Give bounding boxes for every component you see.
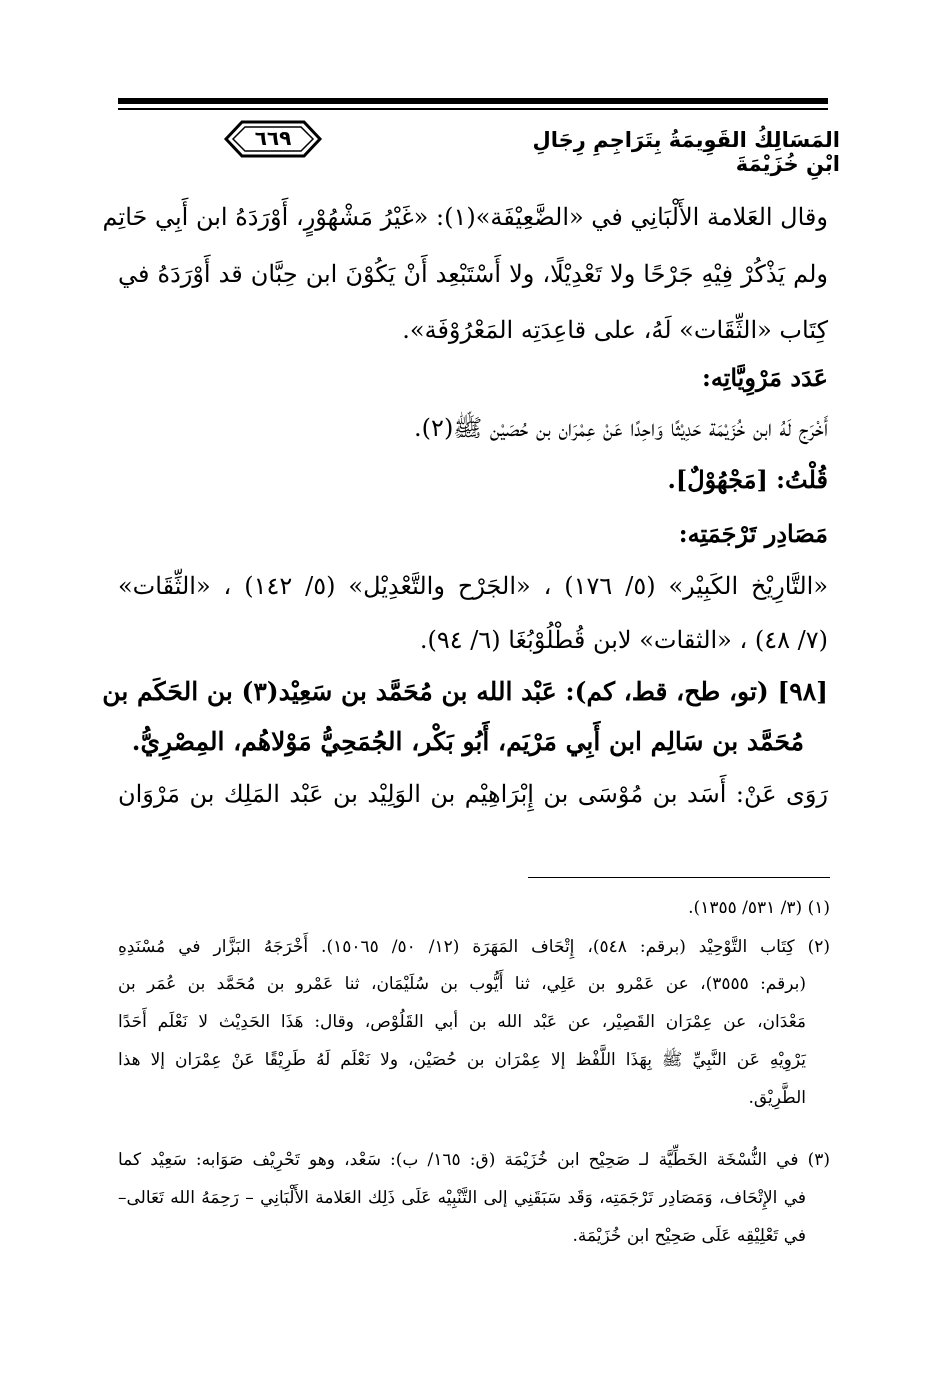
- body-line-12: رَوَى عَنْ: أَسَد بن مُوْسَى بن إِبْرَاهِيْم بن الوَلِيْد بن عَبْد المَلِك بن مَرْوَان: [118, 780, 828, 808]
- footnote-2-line-2: (برقم: ٣٥٥٥)، عن عَمْرو بن عَلِي، ثنا أَيُّوب بن سُلَيْمَان، ثنا عَمْرو بن مُحَمَّد بن عُمَر بن: [118, 974, 806, 994]
- body-line-1: وقال العَلامة الأَلْبَانِي في «الضَّعِيْفَة»(١): «غَيْرُ مَشْهُوْرٍ، أَوْرَدَهُ ابن أَبِي حَاتِم: [102, 203, 828, 231]
- footnote-3-line-1: (٣) في النُّسْخَة الخَطِّيَّة لـ صَحِيْح ابن خُزَيْمَة (ق: ١٦٥/ ب): سَعْد، وهو تَحْرِيْف صَوَابه: سَعِيْد كما: [118, 1150, 830, 1170]
- footnote-2-line-3: مَعْدَان، عن عِمْرَان القَصِيْر، عن عَبْد الله بن أبي القَلُوْص، وقال: هَذَا الحَدِيْث لا نَعْلَم أَحَدًا: [118, 1012, 806, 1032]
- body-line-3: كِتَاب «الثِّقَات» لَهُ، على قاعِدَتِه المَعْرُوْفَة».: [402, 316, 828, 344]
- section-heading-sources: مَصَادِر تَرْجَمَتِه:: [678, 519, 828, 548]
- header-rule-thick: [118, 98, 828, 104]
- body-line-9: (٧/ ٤٨) ، «الثقات» لابن قُطْلُوْبُغَا (٦/ ٩٤).: [419, 626, 828, 654]
- footnote-2-line-1: (٢) كِتَاب التَّوْحِيْد (برقم: ٥٤٨)، إِتْحَاف المَهَرَة (١٢/ ٥٠/ ١٥٠٦٥). أَخْرَجَهُ البَزَّار في مُسْنَدِهِ: [118, 937, 830, 957]
- page-number: ٦٦٩: [254, 126, 292, 150]
- footnote-1: (١) (٣/ ٥٣١/ ١٣٥٥).: [688, 898, 830, 918]
- footnote-separator: [528, 877, 830, 878]
- footnote-2-line-5: الطَّرِيْق.: [748, 1088, 806, 1108]
- footnote-3-line-2: في الإِتْحَاف، وَمَصَادِر تَرْجَمَتِه، وَقَد سَبَقَنِي إلى التَّنْبِيْه عَلَى ذَلِك العَلامة الأَلْبَانِي – رَحِمَهُ الله تَعَالى–: [118, 1188, 806, 1208]
- running-head-title: المَسَالِكُ القَوِيمَةُ بِتَرَاجِمِ رِجَالِ ابْنِ خُزَيْمَةَ: [532, 128, 840, 176]
- footnote-3-line-3: في تَعْلِيْقِه عَلَى صَحِيْح ابن خُزَيْمَة.: [572, 1226, 806, 1246]
- footnote-2-line-4: يَرْوِيْهِ عَن النَّبِيِّ ﷺ بِهَذَا اللَّفْظ إلا عِمْرَان بن حُصَيْن، ولا نَعْلَم لَهُ طَرِيْقًا عَنْ عِمْرَان إلا هذا: [118, 1050, 806, 1070]
- entry-heading-98-cont: مُحَمَّد بن سَالِم ابن أَبِي مَرْيَم، أَبُو بَكْر، الجُمَحِيُّ مَوْلاهُم، المِصْرِيُّ.: [131, 727, 804, 756]
- body-line-8: «التَّارِيْخ الكَبِيْر» (٥/ ١٧٦) ، «الجَرْح والتَّعْدِيْل» (٥/ ١٤٢) ، «الثِّقَات»: [118, 572, 829, 600]
- body-line-5: أَخْرَج لَهُ ابن خُزَيْمَة حَدِيْثًا وَاحِدًا عَنْ عِمْرَان بن حُصَيْن ﷺ(٢).: [414, 414, 828, 442]
- entry-heading-98: [٩٨] (تو، طح، قط، كم): عَبْد الله بن مُحَمَّد بن سَعِيْد(٣) بن الحَكَم بن: [102, 677, 828, 706]
- page-number-badge: [222, 118, 324, 160]
- body-line-2: ولم يَذْكُرْ فِيْهِ جَرْحًا ولا تَعْدِيْلًا، ولا أَسْتَبْعِد أَنْ يَكُوْنَ ابن حِبَّان قد أَوْرَدَهُ في: [118, 260, 828, 288]
- section-heading-narrations: عَدَد مَرْوِيَّاتِه:: [701, 363, 828, 392]
- verdict-line: قُلْتُ: [مَجْهُوْلٌ].: [667, 465, 828, 494]
- header-rule-thin: [118, 108, 828, 110]
